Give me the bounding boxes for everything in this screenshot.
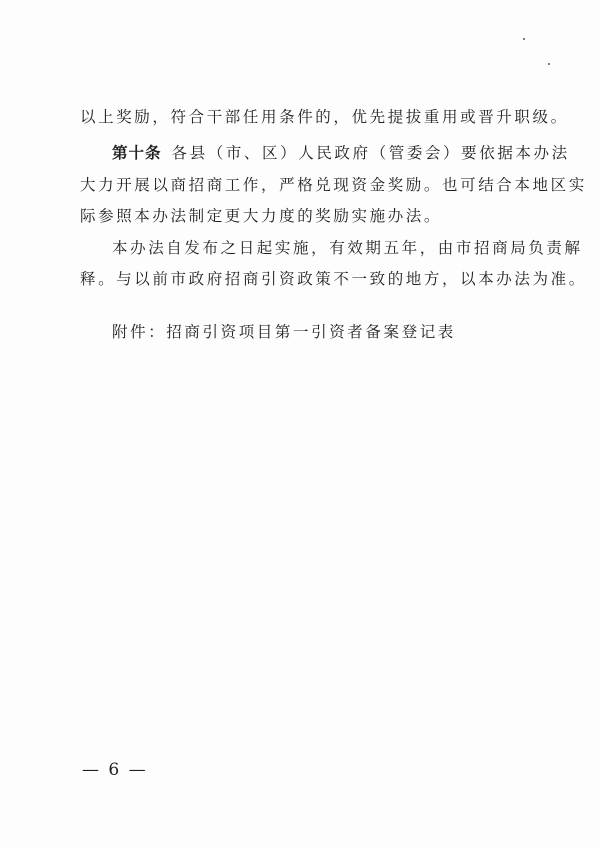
article-title: 第十条: [112, 144, 162, 162]
effective-line-2: 释。与以前市政府招商引资政策不一致的地方，以本办法为准。: [80, 270, 587, 288]
paragraph-line-1: 以上奖励，符合干部任用条件的，优先提拔重用或晋升职级。: [80, 108, 569, 126]
article-ten-line-2: 大力开展以商招商工作，严格兑现资金奖励。也可结合本地区实: [80, 176, 587, 194]
page-number: — 6 —: [82, 760, 148, 780]
article-ten-text: 各县（市、区）人民政府（管委会）要依据本办法: [171, 144, 570, 162]
scan-speck: [523, 38, 525, 40]
scan-speck: [548, 63, 550, 65]
article-ten-line-1: [112, 142, 570, 164]
effective-line-1: 本办法自发布之日起实施，有效期五年，由市招商局负责解: [112, 239, 583, 257]
article-ten-line-3: 际参照本办法制定更大力度的奖励实施办法。: [80, 207, 443, 225]
attachment-line: 附件：招商引资项目第一引资者备案登记表: [112, 323, 456, 341]
